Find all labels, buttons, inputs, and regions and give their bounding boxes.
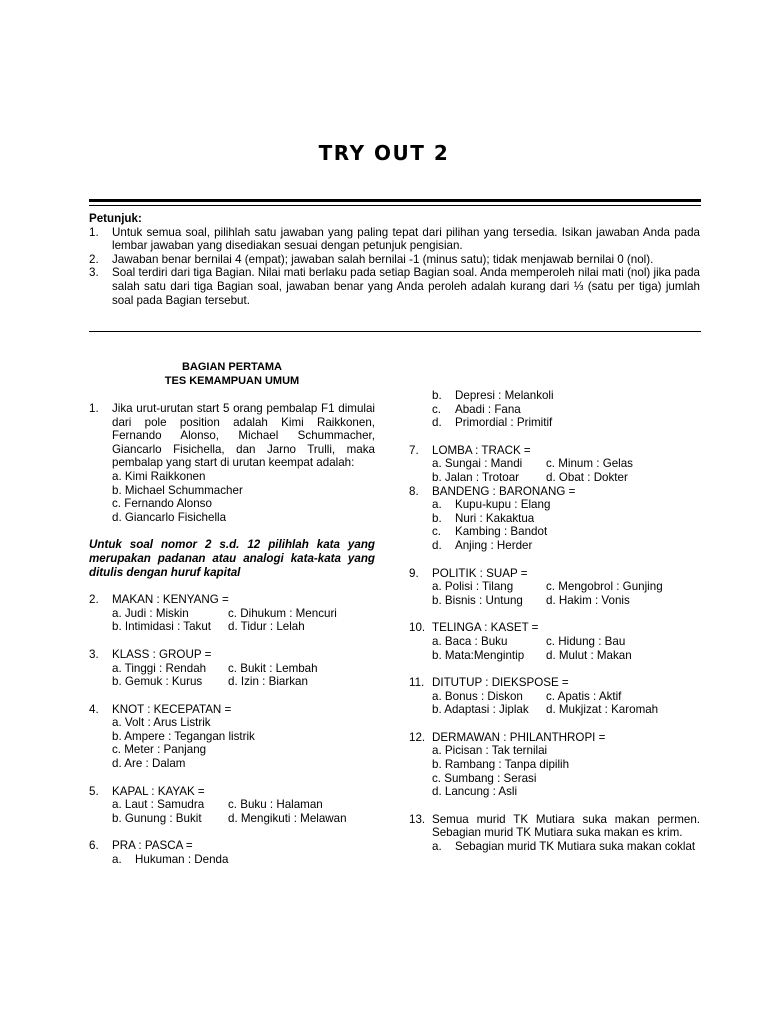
question-6 — [89, 839, 375, 866]
option: d. Hakim : Vonis — [546, 593, 630, 607]
question-stem: POLITIK : SUAP = — [432, 566, 528, 580]
instructions-rule — [89, 331, 701, 332]
question-stem: PRA : PASCA = — [112, 839, 193, 853]
option — [432, 512, 700, 526]
question-number: 4. — [89, 702, 99, 716]
question-number: 1. — [89, 402, 99, 415]
question-4 — [89, 703, 375, 771]
option — [432, 539, 700, 553]
page-title: TRY OUT 2 — [318, 141, 450, 165]
instruction-item — [89, 226, 700, 253]
option-letter: a. — [432, 498, 442, 512]
section-title-line1: BAGIAN PERTAMA — [181, 361, 282, 373]
question-number: 7. — [409, 443, 419, 457]
question-2 — [89, 593, 375, 634]
option: b. Gunung : Bukit — [112, 811, 202, 825]
question-number: 10. — [409, 621, 426, 635]
instruction-text: Jawaban benar bernilai 4 (empat); jawaban salah bernilai -1 (minus satu); tidak menjawab bernilai 0 (nol). — [112, 252, 654, 266]
question-8 — [409, 485, 700, 553]
question-text: Jika urut-urutan start 5 orang pembalap F1 dimulai dari pole position adalah Kimi Raikkonen, Fernando Alonso, Michael Schummacher, Giancarlo Fisichella, dan Jarno Trulli, maka pembalap yang start di urutan keempat adalah: — [112, 402, 375, 470]
header-rule — [89, 199, 701, 202]
option: b. Mata:Mengintip — [432, 648, 525, 662]
option: b. Bisnis : Untung — [432, 593, 523, 607]
option: c. Buku : Halaman — [228, 798, 323, 812]
question-stem: TELINGA : KASET = — [432, 621, 539, 635]
option-row — [432, 594, 700, 608]
option: d. Are : Dalam — [112, 757, 186, 771]
option-text: Kupu-kupu : Elang — [455, 498, 551, 512]
option: a. Sungai : Mandi — [432, 457, 523, 471]
option: b. Intimidasi : Takut — [112, 620, 212, 634]
option: d. Mukjizat : Karomah — [546, 703, 659, 717]
option-row — [432, 703, 700, 717]
option-text: Nuri : Kakaktua — [455, 511, 535, 525]
option: c. Minum : Gelas — [546, 457, 633, 471]
option-text: Sebagian murid TK Mutiara suka makan coklat — [455, 840, 696, 854]
question-3 — [89, 648, 375, 689]
option-text: Depresi : Melankoli — [455, 389, 554, 402]
option: d. Lancung : Asli — [432, 785, 518, 799]
instructions-list — [89, 226, 700, 308]
option: a. Kimi Raikkonen — [112, 469, 206, 483]
option-row — [112, 607, 375, 621]
question-stem: LOMBA : TRACK = — [432, 443, 531, 457]
option-row — [432, 690, 700, 704]
question-5 — [89, 785, 375, 826]
option-letter: a. — [112, 853, 122, 867]
instruction-item — [89, 253, 700, 267]
option-text: Kambing : Bandot — [455, 525, 548, 539]
section-title — [89, 361, 375, 388]
option: c. Apatis : Aktif — [546, 689, 622, 703]
option — [112, 853, 375, 867]
question-text: Semua murid TK Mutiara suka makan permen. Sebagian murid TK Mutiara suka makan es krim. — [432, 812, 700, 840]
option: a. Volt : Arus Listrik — [112, 716, 211, 730]
option-row — [432, 457, 700, 471]
option: a. Polisi : Tilang — [432, 580, 514, 594]
question-number: 2. — [89, 593, 99, 607]
question-9 — [409, 567, 700, 608]
option — [432, 403, 700, 417]
option: c. Meter : Panjang — [112, 743, 207, 757]
instruction-item — [89, 266, 700, 307]
question-12 — [409, 731, 700, 799]
header-rule-thin — [89, 205, 701, 206]
option: c. Mengobrol : Gunjing — [546, 580, 663, 594]
option: a. Judi : Miskin — [112, 606, 189, 620]
question-stem: DERMAWAN : PHILANTHROPI = — [432, 730, 606, 744]
question-number: 12. — [409, 730, 426, 744]
option-letter: d. — [432, 538, 442, 552]
option: c. Bukit : Lembah — [228, 661, 318, 675]
option-row — [432, 635, 700, 649]
option — [432, 498, 700, 512]
question-13 — [409, 813, 700, 854]
option-letter: b. — [432, 511, 442, 525]
option-row — [112, 798, 375, 812]
option — [432, 525, 700, 539]
option: c. Sumbang : Serasi — [432, 771, 537, 785]
option — [432, 389, 700, 403]
option: d. Obat : Dokter — [546, 470, 628, 484]
option-row — [112, 620, 375, 634]
option-text: Anjing : Herder — [455, 538, 533, 552]
right-column — [409, 389, 700, 854]
option: d. Mulut : Makan — [546, 648, 632, 662]
option: d. Izin : Biarkan — [228, 675, 308, 689]
option-letter: a. — [432, 840, 442, 854]
option: b. Ampere : Tegangan listrik — [112, 729, 255, 743]
question-1 — [89, 402, 375, 524]
option-text: Abadi : Fana — [455, 402, 521, 416]
option: a. Baca : Buku — [432, 634, 508, 648]
left-column — [89, 361, 375, 867]
option: d. Giancarlo Fisichella — [112, 510, 227, 524]
option: a. Picisan : Tak ternilai — [432, 744, 548, 758]
question-stem: BANDENG : BARONANG = — [432, 484, 576, 498]
option: d. Mengikuti : Melawan — [228, 811, 347, 825]
option: b. Michael Schummacher — [112, 483, 243, 497]
question-stem: KNOT : KECEPATAN = — [112, 702, 232, 716]
question-number: 8. — [409, 484, 419, 498]
instruction-number: 1. — [89, 225, 99, 239]
instructions — [89, 212, 700, 307]
instruction-number: 2. — [89, 252, 99, 266]
option: b. Jalan : Trotoar — [432, 470, 519, 484]
option: d. Tidur : Lelah — [228, 620, 305, 634]
option: a. Laut : Samudra — [112, 798, 205, 812]
option — [432, 416, 700, 430]
option: a. Bonus : Diskon — [432, 689, 523, 703]
option-row — [112, 662, 375, 676]
question-stem: KLASS : GROUP = — [112, 647, 212, 661]
question-number: 13. — [409, 812, 426, 826]
question-number: 9. — [409, 566, 419, 580]
option: b. Adaptasi : Jiplak — [432, 703, 529, 717]
option: b. Gemuk : Kurus — [112, 675, 203, 689]
section-title-line2: TES KEMAMPUAN UMUM — [164, 374, 300, 387]
option-text: Primordial : Primitif — [455, 416, 553, 430]
instruction-text: Untuk semua soal, pilihlah satu jawaban yang paling tepat dari pilihan yang tersedia. Isikan jawaban Anda pada lembar jawaban yang disediakan sesuai dengan petunjuk pengisian. — [112, 225, 700, 253]
question-stem: MAKAN : KENYANG = — [112, 593, 229, 607]
question-6-continued — [409, 389, 700, 430]
question-number: 11. — [409, 676, 425, 690]
option: c. Hidung : Bau — [546, 634, 626, 648]
instruction-number: 3. — [89, 266, 99, 280]
option-letter: c. — [432, 525, 442, 539]
question-number: 3. — [89, 647, 99, 661]
question-stem: DITUTUP : DIEKSPOSE = — [432, 676, 569, 690]
option: b. Rambang : Tanpa dipilih — [432, 758, 570, 772]
question-10 — [409, 621, 700, 662]
option — [432, 840, 700, 854]
question-number: 6. — [89, 839, 99, 853]
question-7 — [409, 444, 700, 485]
question-stem: KAPAL : KAYAK = — [112, 784, 205, 798]
option-row — [432, 580, 700, 594]
option: c. Dihukum : Mencuri — [228, 606, 337, 620]
option-letter: c. — [432, 402, 442, 416]
analogy-instruction: Untuk soal nomor 2 s.d. 12 pilihlah kata yang merupakan padanan atau analogi kata-kata yang ditulis dengan huruf kapital — [89, 538, 375, 579]
question-number: 5. — [89, 784, 99, 798]
option-row — [432, 471, 700, 485]
question-11 — [409, 676, 700, 717]
option-row — [432, 649, 700, 663]
option-letter: d. — [432, 416, 442, 430]
instructions-heading: Petunjuk: — [89, 212, 142, 225]
instruction-text: Soal terdiri dari tiga Bagian. Nilai mati berlaku pada setiap Bagian soal. Anda memperoleh nilai mati (nol) jika pada salah satu dari tiga Bagian soal, jawaban benar yang Anda peroleh adalah kurang dari ⅓ (satu per tiga) jumlah soal pada Bagian tersebut. — [112, 266, 700, 307]
option-text: Hukuman : Denda — [135, 853, 229, 867]
option-letter: b. — [432, 389, 442, 402]
option-row — [112, 675, 375, 689]
option-row — [112, 812, 375, 826]
option: a. Tinggi : Rendah — [112, 661, 207, 675]
option: c. Fernando Alonso — [112, 497, 212, 511]
